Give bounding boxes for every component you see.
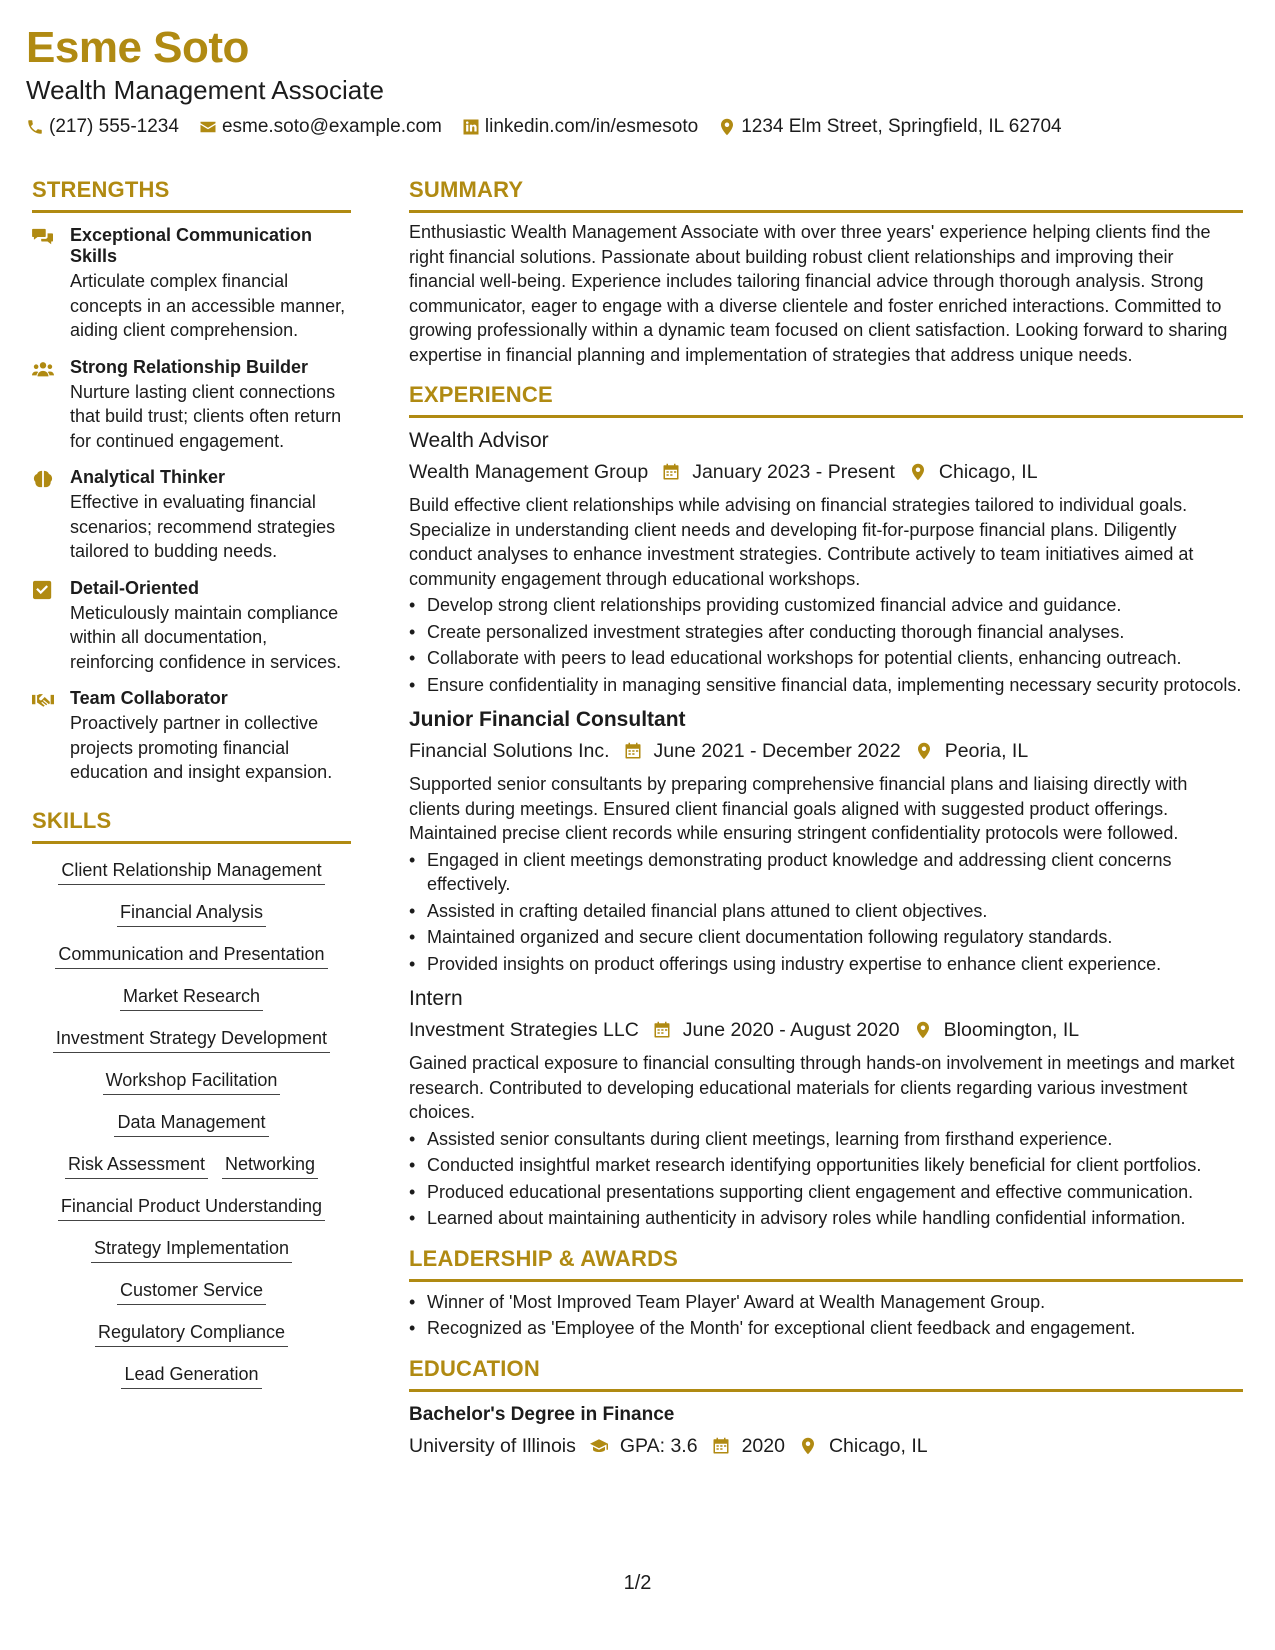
skill-tag: Communication and Presentation — [55, 942, 327, 969]
job-dates: January 2023 - Present — [692, 461, 895, 483]
calendar-icon — [624, 742, 642, 760]
job-entry — [409, 986, 1243, 1231]
job-dates: June 2021 - December 2022 — [653, 740, 901, 762]
job-meta — [409, 458, 1243, 486]
strength-item — [32, 688, 351, 785]
bullet-item: • Assisted senior consultants during client meetings, learning from firsthand experience. — [409, 1127, 1243, 1152]
contact-linkedin[interactable] — [462, 114, 698, 140]
bullet-item: • Assisted in crafting detailed financial plans attuned to client objectives. — [409, 899, 1243, 924]
leadership-section — [409, 1245, 1243, 1341]
job-location: Bloomington, IL — [943, 1019, 1080, 1041]
skill-tag: Regulatory Compliance — [95, 1320, 288, 1347]
phone-icon — [26, 118, 44, 136]
brain-icon — [32, 469, 54, 489]
education-heading: EDUCATION — [409, 1355, 1243, 1392]
strength-desc: Proactively partner in collective projects promoting financial education and insight expansion. — [70, 713, 333, 782]
job-location: Chicago, IL — [938, 461, 1038, 483]
job-description: Gained practical exposure to financial consulting through hands-on involvement in meetings and market research. Contributed to developing educational materials for clients regarding various investment choices. — [409, 1053, 1235, 1122]
bullet-item: • Ensure confidentiality in managing sensitive financial data, implementing necessary security protocols. — [409, 673, 1243, 698]
calendar-icon — [662, 463, 680, 481]
strength-item — [32, 357, 351, 454]
strengths-list — [32, 225, 351, 785]
candidate-role: Wealth Management Associate — [26, 75, 384, 105]
strength-item — [32, 225, 351, 343]
handshake-icon — [32, 690, 54, 710]
skill-tag: Market Research — [120, 984, 263, 1011]
map-pin-icon — [718, 118, 736, 136]
job-company: Wealth Management Group — [409, 461, 649, 483]
phone-text: (217) 555-1234 — [49, 116, 179, 137]
strength-title: Analytical Thinker — [70, 467, 226, 487]
skill-tag: Financial Analysis — [117, 900, 266, 927]
strength-title: Detail-Oriented — [70, 577, 200, 598]
job-entry — [409, 428, 1243, 697]
experience-heading: EXPERIENCE — [409, 381, 1243, 418]
bullet-item: • Conducted insightful market research identifying opportunities likely beneficial for client portfolios. — [409, 1153, 1243, 1178]
graduation-year: 2020 — [741, 1434, 785, 1457]
strength-desc: Nurture lasting client connections that build trust; clients often return for continued engagement. — [70, 381, 342, 451]
job-company: Financial Solutions Inc. — [409, 740, 610, 762]
strength-title: Team Collaborator — [70, 688, 228, 708]
job-location: Peoria, IL — [944, 740, 1029, 762]
job-entry — [409, 707, 1243, 976]
summary-text: Enthusiastic Wealth Management Associate with over three years' experience helping clients find the right financial solutions. Passionate about building robust client relationships and improving their financial well-being. Experience includes tailoring financial advice through thorough analysis. Strong communicator, eager to engage with a diverse clientele and foster enriched interactions. Committed to growing professionally within a dynamic team focused on client satisfaction. Looking forward to sharing expertise in financial planning and implementation of strategies that address unique needs. — [409, 222, 1228, 365]
job-meta — [409, 737, 1243, 765]
contact-address — [718, 114, 1061, 140]
calendar-icon — [653, 1021, 671, 1039]
map-pin-icon — [799, 1437, 817, 1455]
bullet-item: • Create personalized investment strategies after conducting thorough financial analyses. — [409, 620, 1243, 645]
strengths-heading: STRENGTHS — [32, 176, 351, 213]
skill-tag: Networking — [222, 1152, 318, 1179]
skills-heading: SKILLS — [32, 807, 351, 844]
map-pin-icon — [914, 1021, 932, 1039]
left-column — [32, 176, 351, 1404]
page-number: 1/2 — [623, 1572, 652, 1594]
right-column — [409, 176, 1243, 1474]
bullet-item: • Winner of 'Most Improved Team Player' Award at Wealth Management Group. — [409, 1290, 1243, 1315]
linkedin-icon — [462, 118, 480, 136]
skills-list — [32, 858, 351, 1404]
checkbox-icon — [32, 580, 54, 600]
envelope-icon — [199, 118, 217, 136]
job-title: Wealth Advisor — [409, 429, 549, 452]
bullet-item: • Collaborate with peers to lead educational workshops for potential clients, enhancing outreach. — [409, 646, 1243, 671]
bullet-item: • Engaged in client meetings demonstrating product knowledge and addressing client concerns effectively. — [409, 848, 1243, 897]
education-meta — [409, 1432, 1243, 1460]
summary-section — [409, 176, 1243, 367]
skill-tag: Data Management — [114, 1110, 268, 1137]
strength-title: Strong Relationship Builder — [70, 356, 309, 377]
summary-heading: SUMMARY — [409, 176, 1243, 213]
contact-bar — [26, 114, 1246, 140]
skill-tag: Strategy Implementation — [91, 1236, 292, 1263]
contact-phone[interactable] — [26, 114, 179, 140]
strength-item — [32, 578, 351, 675]
strength-item — [32, 467, 351, 564]
email-text: esme.soto@example.com — [221, 116, 442, 137]
address-text: 1234 Elm Street, Springfield, IL 62704 — [741, 116, 1062, 137]
bullet-item: • Learned about maintaining authenticity in advisory roles while handling confidential information. — [409, 1206, 1243, 1231]
strength-desc: Articulate complex financial concepts in an accessible manner, aiding client comprehension. — [70, 271, 346, 340]
skill-tag: Client Relationship Management — [58, 858, 324, 885]
job-company: Investment Strategies LLC — [409, 1019, 639, 1041]
contact-email[interactable] — [199, 114, 442, 140]
job-bullets — [409, 848, 1243, 977]
map-pin-icon — [909, 463, 927, 481]
strength-desc: Effective in evaluating financial scenarios; recommend strategies tailored to budding needs. — [70, 492, 336, 561]
job-description: Supported senior consultants by preparing comprehensive financial plans and liaising directly with clients during meetings. Ensured client financial goals aligned with suggested product offerings. Maintained precise client records while ensuring stringent confidentiality protocols were followed. — [409, 774, 1188, 843]
leadership-heading: LEADERSHIP & AWARDS — [409, 1245, 1243, 1282]
skills-section — [32, 807, 351, 1404]
bullet-item: • Develop strong client relationships providing customized financial advice and guidance. — [409, 593, 1243, 618]
strengths-section — [32, 176, 351, 785]
school-name: University of Illinois — [409, 1434, 576, 1457]
candidate-name: Esme Soto — [26, 23, 249, 72]
skill-tag: Workshop Facilitation — [103, 1068, 281, 1095]
resume-header — [26, 22, 1246, 140]
strength-desc: Meticulously maintain compliance within all documentation, reinforcing confidence in services. — [70, 602, 342, 672]
job-bullets — [409, 1127, 1243, 1231]
gpa: GPA: 3.6 — [619, 1434, 698, 1457]
school-location: Chicago, IL — [828, 1434, 928, 1457]
job-title: Intern — [409, 987, 463, 1010]
linkedin-text: linkedin.com/in/esmesoto — [484, 116, 699, 137]
job-meta — [409, 1016, 1243, 1044]
skill-tag: Lead Generation — [121, 1362, 261, 1389]
map-pin-icon — [915, 742, 933, 760]
graduation-cap-icon — [590, 1437, 608, 1455]
strength-title: Exceptional Communication Skills — [70, 225, 313, 266]
bullet-item: • Maintained organized and secure client documentation following regulatory standards. — [409, 925, 1243, 950]
skill-tag: Investment Strategy Development — [53, 1026, 330, 1053]
skill-tag: Risk Assessment — [65, 1152, 208, 1179]
skill-tag: Customer Service — [117, 1278, 266, 1305]
job-bullets — [409, 593, 1243, 697]
education-section — [409, 1355, 1243, 1460]
leadership-bullets — [409, 1290, 1243, 1341]
users-icon — [32, 359, 54, 379]
degree-title: Bachelor's Degree in Finance — [409, 1403, 675, 1425]
job-title: Junior Financial Consultant — [409, 708, 686, 731]
calendar-icon — [712, 1437, 730, 1455]
bullet-item: • Provided insights on product offerings using industry expertise to enhance client experience. — [409, 952, 1243, 977]
bullet-item: • Produced educational presentations supporting client engagement and effective communication. — [409, 1180, 1243, 1205]
comments-icon — [32, 227, 54, 247]
bullet-item: • Recognized as 'Employee of the Month' for exceptional client feedback and engagement. — [409, 1316, 1243, 1341]
experience-section — [409, 381, 1243, 1231]
job-dates: June 2020 - August 2020 — [682, 1019, 900, 1041]
skill-tag: Financial Product Understanding — [58, 1194, 325, 1221]
job-description: Build effective client relationships while advising on financial strategies tailored to individual goals. Specialize in understanding client needs and developing fit-for-purpose financial plans. Diligently conduct analyses to enhance investment strategies. Contribute actively to team initiatives aimed at community engagement through educational workshops. — [409, 495, 1194, 589]
